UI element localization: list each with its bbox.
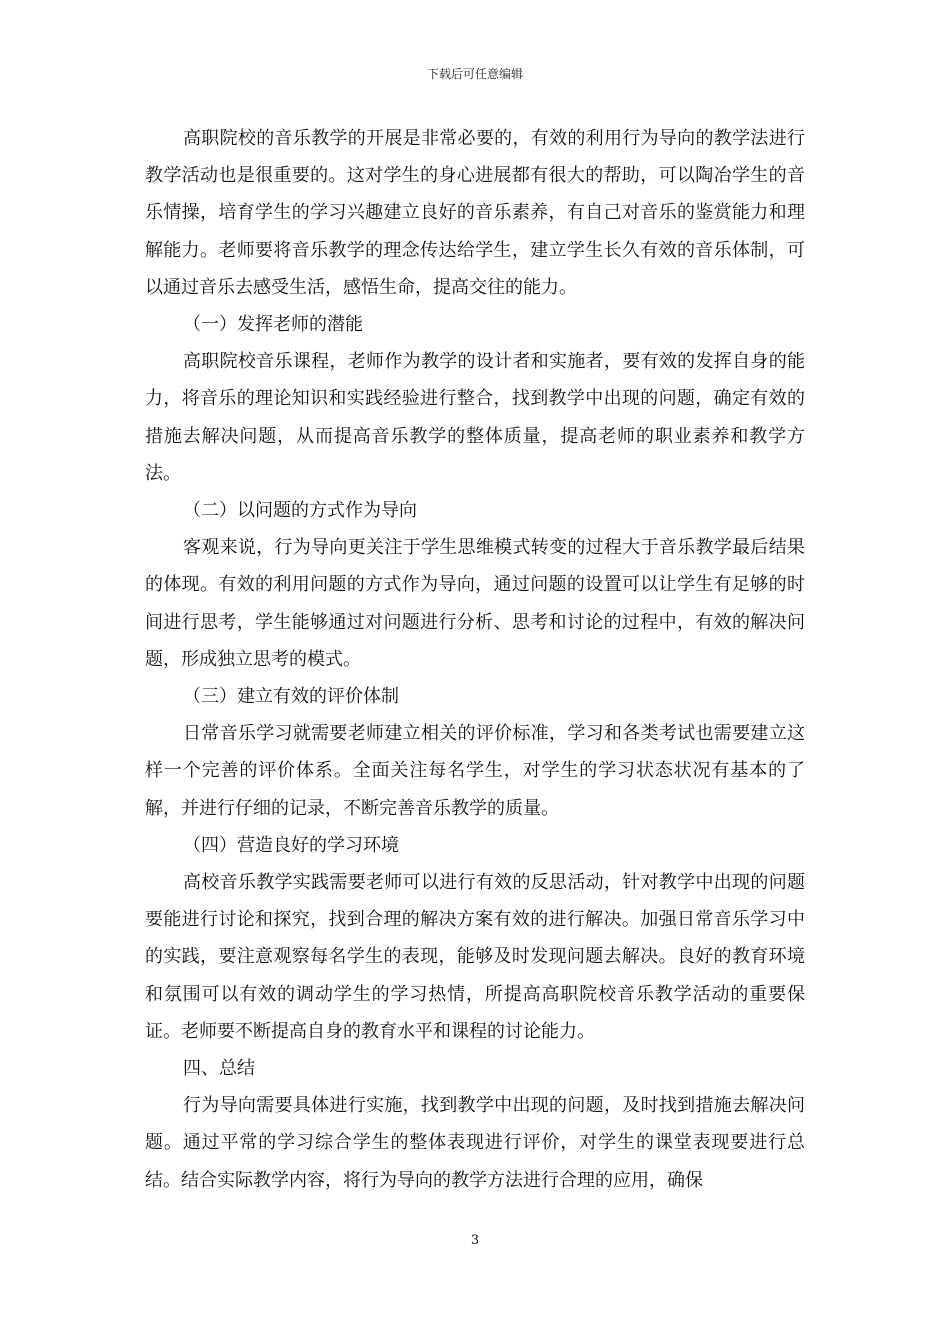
- section-heading-1: （一）发挥老师的潜能: [183, 314, 363, 336]
- section-heading-2: （二）以问题的方式作为导向: [183, 500, 417, 522]
- document-body: [145, 120, 805, 1199]
- paragraph-problem-oriented: 客观来说，行为导向更关注于学生思维模式转变的过程大于音乐教学最后结果的体现。有效的利用问题的方式作为导向，通过问题的设置可以让学生有足够的时间进行思考，学生能够通过对问题进行分析、思考和讨论的过程中，有效的解决问题，形成独立思考的模式。: [145, 537, 805, 670]
- section-heading-summary: 四、总结: [183, 1058, 255, 1080]
- paragraph-intro: 高职院校的音乐教学的开展是非常必要的，有效的利用行为导向的教学法进行教学活动也是很重要的。这对学生的身心进展都有很大的帮助，可以陶冶学生的音乐情操，培育学生的学习兴趣建立良好的音乐素养，有自己对音乐的鉴赏能力和理解能力。老师要将音乐教学的理念传达给学生，建立学生长久有效的音乐体制，可以通过音乐去感受生活，感悟生命，提高交往的能力。: [145, 128, 805, 298]
- page-number: 3: [470, 1233, 480, 1248]
- section-heading-4: （四）营造良好的学习环境: [183, 834, 399, 856]
- paragraph-learning-environment: 高校音乐教学实践需要老师可以进行有效的反思活动，针对教学中出现的问题要能进行讨论和探究，找到合理的解决方案有效的进行解决。加强日常音乐学习中的实践，要注意观察每名学生的表现，能够及时发现问题去解决。良好的教育环境和氛围可以有效的调动学生的学习热情，所提高高职院校音乐教学活动的重要保证。老师要不断提高自身的教育水平和课程的讨论能力。: [145, 872, 805, 1042]
- page-header: 下载后可任意编辑: [426, 67, 523, 81]
- paragraph-evaluation-system: 日常音乐学习就需要老师建立相关的评价标准，学习和各类考试也需要建立这样一个完善的评价体系。全面关注每名学生，对学生的学习状态状况有基本的了解，并进行仔细的记录，不断完善音乐教学的质量。: [145, 723, 805, 819]
- paragraph-teacher-potential: 高职院校音乐课程，老师作为教学的设计者和实施者，要有效的发挥自身的能力，将音乐的理论知识和实践经验进行整合，找到教学中出现的问题，确定有效的措施去解决问题，从而提高音乐教学的整体质量，提高老师的职业素养和教学方法。: [145, 351, 805, 484]
- section-heading-3: （三）建立有效的评价体制: [183, 686, 399, 708]
- paragraph-summary: 行为导向需要具体进行实施，找到教学中出现的问题，及时找到措施去解决问题。通过平常的学习综合学生的整体表现进行评价，对学生的课堂表现要进行总结。结合实际教学内容，将行为导向的教学方法进行合理的应用，确保: [145, 1095, 805, 1191]
